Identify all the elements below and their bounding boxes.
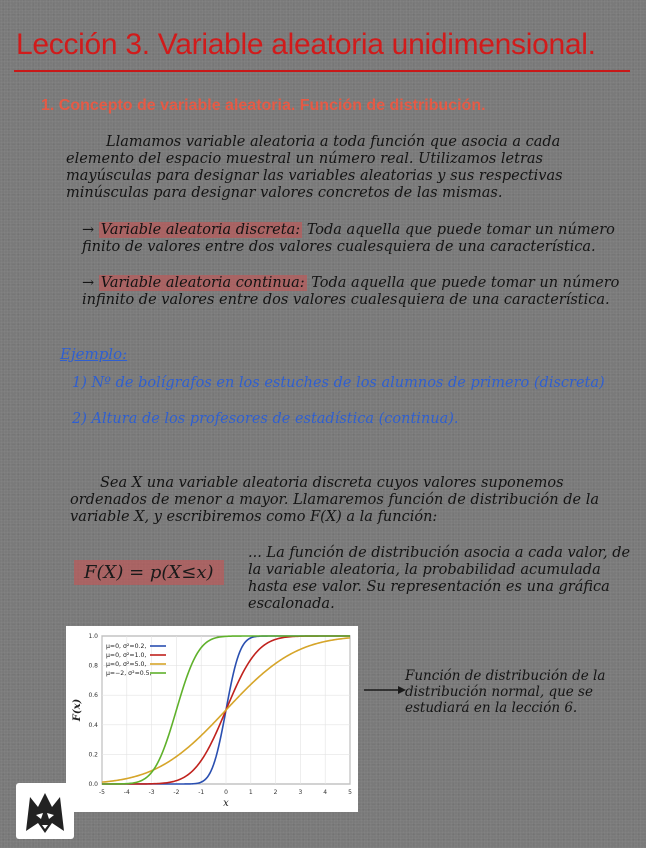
chart-svg — [66, 626, 358, 812]
x-tick-label: -5 — [99, 789, 105, 796]
y-tick-label: 0.2 — [88, 751, 98, 759]
y-tick-label: 0.6 — [88, 692, 98, 700]
x-tick-label: 4 — [323, 789, 328, 796]
x-tick-label: 3 — [298, 789, 303, 796]
chart-caption: Función de distribución de la distribución normal, que se estudiará en la lección 6. — [405, 668, 606, 716]
example-item: 2) Altura de los profesores de estadística (continua). — [72, 411, 459, 427]
distribution-formula: F(X) = p(X≤x) — [74, 560, 224, 585]
title-underline — [14, 70, 630, 72]
y-axis-label: F(x) — [72, 698, 83, 722]
x-tick-label: 2 — [273, 789, 278, 796]
y-tick-label: 0.0 — [88, 781, 98, 788]
legend-label: μ=0, σ²=1.0, — [106, 652, 147, 659]
bullet-text: Toda aquella que puede tomar un número infinito de valores entre dos valores cualesquiera de una característica. — [82, 275, 620, 308]
lesson-title: Lección 3. Variable aleatoria unidimensional. — [16, 28, 596, 61]
y-tick-label: 0.8 — [88, 662, 98, 670]
normal-cdf-chart — [66, 626, 358, 812]
bullet-text: Toda aquella que puede tomar un número finito de valores entre dos valores cualesquiera de una característica. — [82, 222, 615, 255]
x-axis-label: x — [223, 798, 229, 809]
y-tick-label: 0.4 — [88, 721, 98, 729]
x-tick-label: 0 — [224, 789, 228, 796]
bullet-term: Variable aleatoria continua: — [100, 275, 305, 291]
legend-label: μ=0, σ²=0.2, — [106, 643, 147, 650]
bullet-continuous — [82, 275, 627, 309]
husky-logo — [16, 783, 74, 839]
x-tick-label: -1 — [198, 789, 205, 796]
bullet-arrow-icon: → — [82, 275, 99, 291]
legend-label: μ=0, σ²=5.0, — [106, 661, 147, 668]
x-tick-label: -4 — [123, 789, 130, 796]
example-item: 1) Nº de bolígrafos en los estuches de los alumnos de primero (discreta) — [72, 375, 605, 391]
example-label: Ejemplo: — [60, 345, 128, 363]
distribution-paragraph: Sea X una variable aleatoria discreta cuyos valores suponemos ordenados de menor a mayor. Llamaremos función de distribución de la variable X, y escribiremos como F(X) a la función: — [70, 475, 599, 525]
legend-label: μ=−2, σ²=0.5, — [106, 670, 152, 677]
bullet-discrete — [82, 222, 622, 256]
wolf-icon — [16, 783, 74, 839]
x-tick-label: 1 — [248, 789, 253, 796]
intro-paragraph: Llamamos variable aleatoria a toda función que asocia a cada elemento del espacio muestral un número real. Utilizamos letras mayúsculas para designar las variables aleatorias y sus respectivas minúsculas para designar valores concretos de las mismas. — [66, 134, 563, 201]
x-tick-label: 5 — [348, 789, 352, 796]
bullet-arrow-icon: → — [82, 222, 99, 238]
x-tick-label: -3 — [148, 789, 155, 796]
section-heading: 1. Concepto de variable aleatoria. Función de distribución. — [41, 97, 486, 114]
bullet-term: Variable aleatoria discreta: — [100, 222, 301, 238]
y-tick-label: 1.0 — [88, 633, 98, 640]
formula-description: ... La función de distribución asocia a cada valor, de la variable aleatoria, la probabilidad acumulada hasta ese valor. Su representación es una gráfica escalonada. — [248, 545, 631, 612]
arrow-icon — [362, 680, 408, 700]
x-tick-label: -2 — [173, 789, 180, 796]
